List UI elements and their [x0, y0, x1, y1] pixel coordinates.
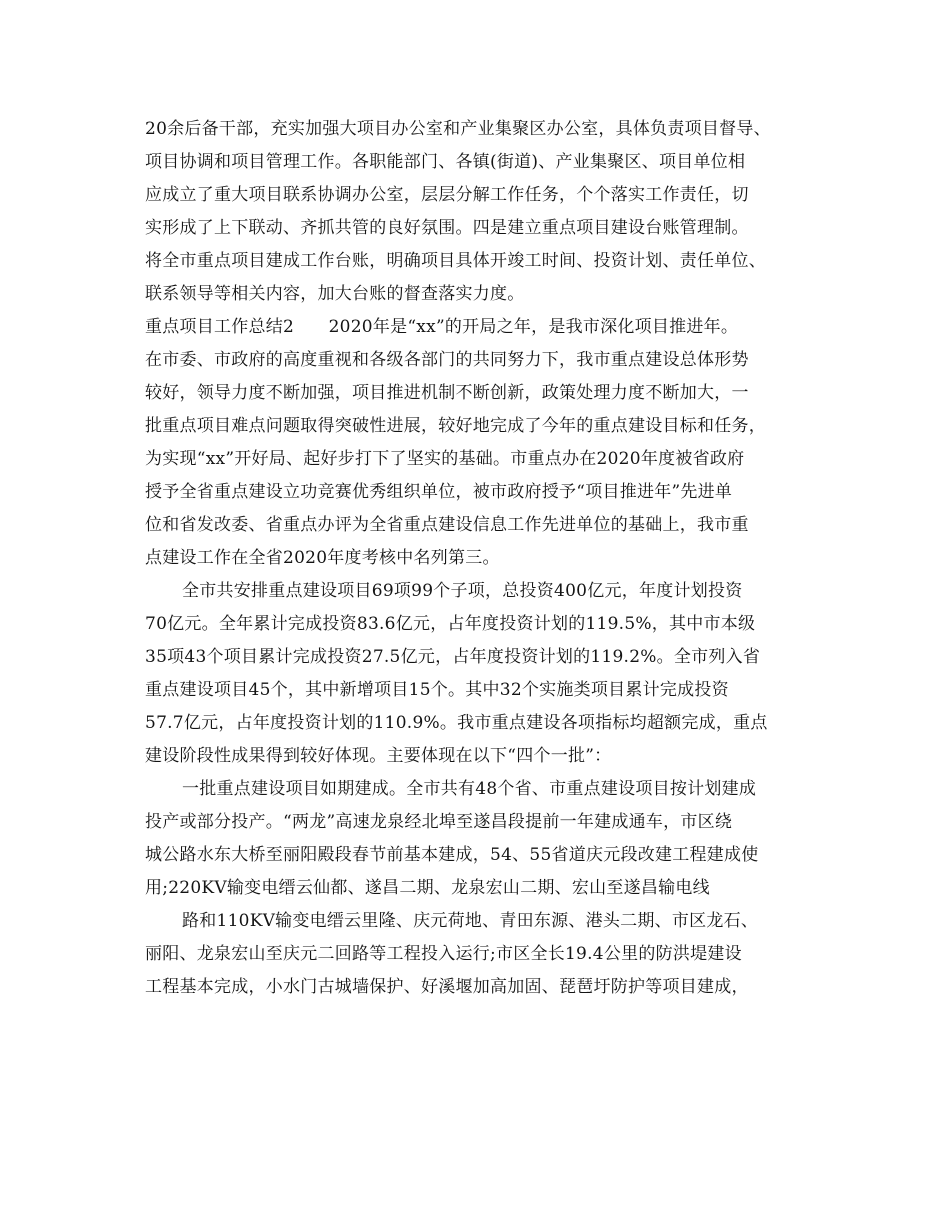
text-line: 建设阶段性成果得到较好体现。主要体现在以下“四个一批”：	[145, 746, 612, 766]
text-line: 将全市重点项目建成工作台账，明确项目具体开竣工时间、投资计划、责任单位、	[145, 251, 766, 271]
text-line: 应成立了重大项目联系协调办公室，层层分解工作任务，个个落实工作责任，切	[145, 185, 749, 205]
text-line: 工程基本完成，小水门古城墙保护、好溪堰加高加固、琵琶圩防护等项目建成，	[145, 977, 749, 997]
text-line: 较好，领导力度不断加强，项目推进机制不断创新，政策处理力度不断加大，一	[145, 383, 749, 403]
text-line: 丽阳、龙泉宏山至庆元二回路等工程投入运行;市区全长19.4公里的防洪堤建设	[145, 944, 742, 964]
text-line: 点建设工作在全省2020年度考核中名列第三。	[145, 548, 500, 568]
text-line: 位和省发改委、省重点办评为全省重点建设信息工作先进单位的基础上，我市重	[145, 515, 749, 535]
text-line: 城公路水东大桥至丽阳殿段春节前基本建成，54、55省道庆元段改建工程建成使	[145, 845, 759, 865]
text-line: 35项43个项目累计完成投资27.5亿元，占年度投资计划的119.2%。全市列入省	[145, 647, 761, 667]
text-line: 重点建设项目45个，其中新增项目15个。其中32个实施类项目累计完成投资	[145, 680, 729, 700]
paragraph-first-line: 全市共安排重点建设项目69项99个子项，总投资400亿元，年度计划投资	[182, 581, 743, 601]
text-line: 实形成了上下联动、齐抓共管的良好氛围。四是建立重点项目建设台账管理制。	[145, 218, 749, 238]
text-line: 项目协调和项目管理工作。各职能部门、各镇(街道)、产业集聚区、项目单位相	[145, 152, 746, 172]
text-line: 批重点项目难点问题取得突破性进展，较好地完成了今年的重点建设目标和任务，	[145, 416, 766, 436]
text-line: 投产或部分投产。“两龙”高速龙泉经北埠至遂昌段提前一年建成通车，市区绕	[145, 812, 733, 832]
text-line: 为实现“xx”开好局、起好步打下了坚实的基础。市重点办在2020年度被省政府	[145, 449, 745, 469]
text-line: 授予全省重点建设立功竞赛优秀组织单位，被市政府授予“项目推进年”先进单	[145, 482, 733, 502]
text-line: 联系领导等相关内容，加大台账的督查落实力度。	[145, 284, 525, 304]
section-heading-line: 重点项目工作总结2 2020年是“xx”的开局之年，是我市深化项目推进年。	[145, 317, 739, 337]
text-line: 在市委、市政府的高度重视和各级各部门的共同努力下，我市重点建设总体形势	[145, 350, 749, 370]
text-line: 57.7亿元，占年度投资计划的110.9%。我市重点建设各项指标均超额完成，重点	[145, 713, 768, 733]
text-line: 20余后备干部，充实加强大项目办公室和产业集聚区办公室，具体负责项目督导、	[145, 119, 771, 139]
paragraph-first-line: 路和110KV输变电缙云里隆、庆元荷地、青田东源、港头二期、市区龙石、	[182, 911, 759, 931]
text-line: 用;220KV输变电缙云仙都、遂昌二期、龙泉宏山二期、宏山至遂昌输电线	[145, 878, 710, 898]
text-line: 70亿元。全年累计完成投资83.6亿元，占年度投资计划的119.5%，其中市本级	[145, 614, 756, 634]
paragraph-first-line: 一批重点建设项目如期建成。全市共有48个省、市重点建设项目按计划建成	[182, 779, 757, 799]
